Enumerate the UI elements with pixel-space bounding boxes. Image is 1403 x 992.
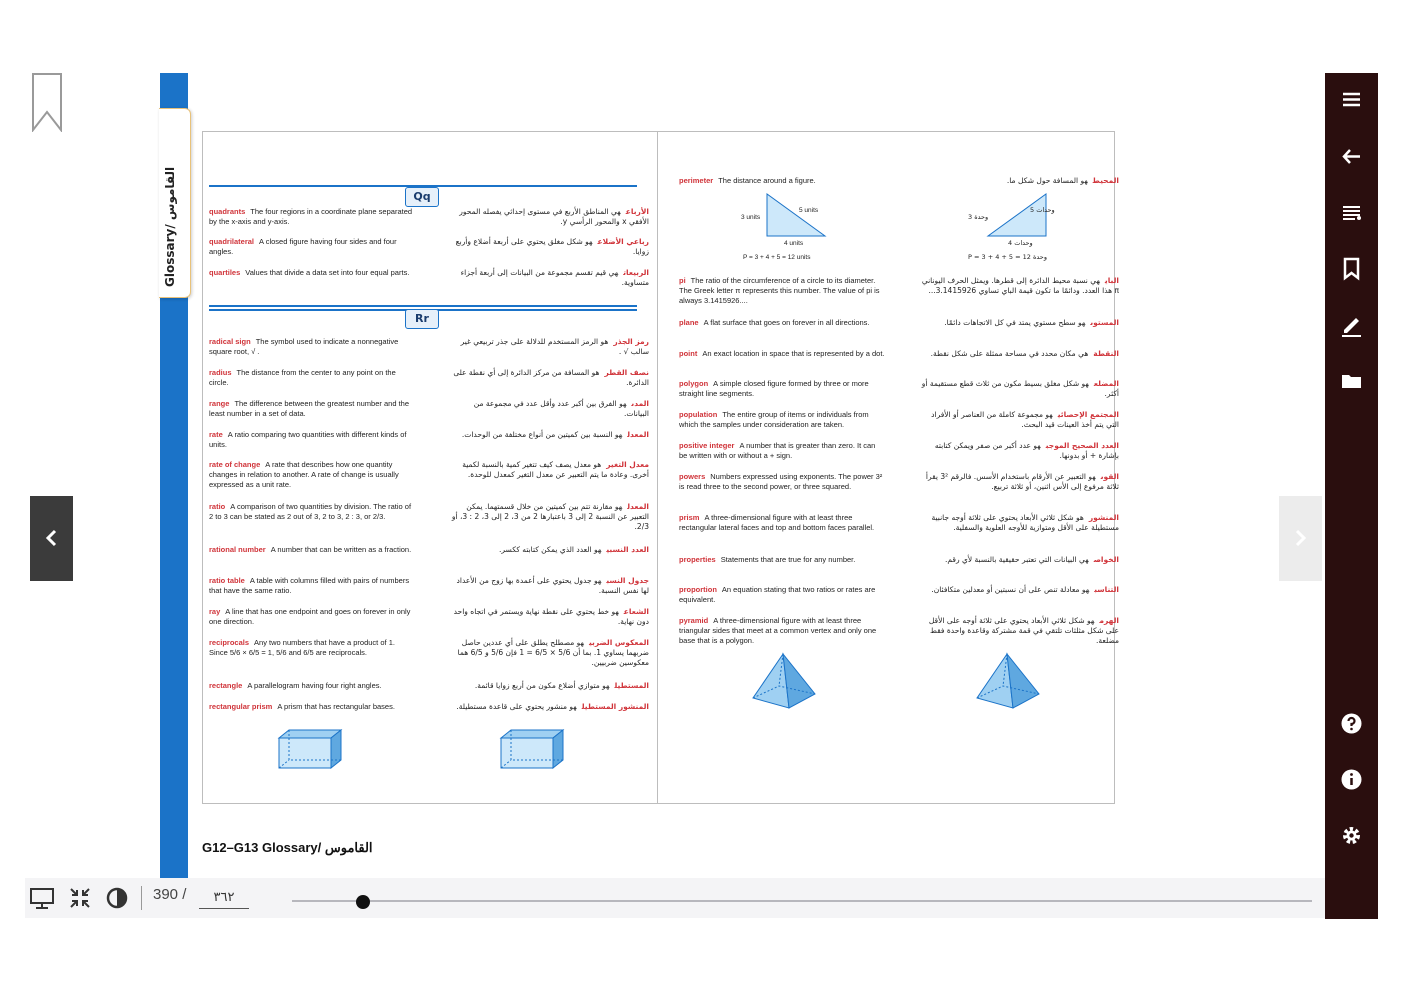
entry-arabic: [449, 268, 649, 288]
definition-arabic: هو مجموعة كاملة من العناصر أو الأفراد التي يتم أخذ العينات قيد البحث.: [931, 410, 1119, 429]
definition-arabic: هو شكل مغلق يحتوي على أربعة أضلاع وأربع زوايا.: [455, 237, 649, 256]
term-english: population: [679, 410, 718, 419]
definition-arabic: هو النسبة بين كميتين من أنواع مختلفة من الوحدات.: [461, 430, 623, 439]
side-label: 5 units: [799, 207, 819, 214]
term-english: quartiles: [209, 268, 241, 277]
glossary-entry: [679, 441, 1119, 471]
settings-icon[interactable]: [1338, 822, 1365, 849]
glossary-entry: [679, 616, 1119, 646]
entry-english: [679, 441, 885, 461]
pyramid-figure-en: [749, 652, 819, 712]
term-arabic: المعكوس الضربي: [589, 638, 649, 647]
definition-english: The four regions in a coordinate plane separated by the x-axis and y-axis.: [209, 207, 413, 226]
entry-arabic: [449, 502, 649, 532]
side-label: 3 units: [741, 214, 761, 221]
term-arabic: المعدل: [627, 430, 649, 439]
definition-english: A prism that has rectangular bases.: [277, 702, 395, 711]
glossary-entry: [209, 607, 649, 637]
term-english: ray: [209, 607, 221, 616]
glossary-entry: [209, 268, 649, 298]
definition-english: A line that has one endpoint and goes on forever in only one direction.: [209, 607, 411, 626]
rectangular-prism-figure-en: [277, 728, 343, 770]
definition-arabic: هي قيم تقسم مجموعة من البيانات إلى أربعة أجزاء متساوية.: [460, 268, 649, 287]
term-arabic: رمز الجذر: [613, 337, 649, 346]
entry-arabic: [449, 681, 649, 691]
definition-english: A rate that describes how one quantity changes in relation to another. A rate of change is usually expressed as a unit rate.: [209, 460, 399, 489]
menu-icon[interactable]: [1338, 86, 1365, 113]
glossary-entry: [209, 702, 649, 732]
term-arabic: المستوى: [1090, 318, 1119, 327]
glossary-entry: [209, 399, 649, 429]
perimeter-formula: P = 3 + 4 + 5 = 12 units: [743, 254, 811, 261]
entry-arabic: [919, 555, 1119, 565]
definition-arabic: هو المسافة من مركز الدائرة إلى أي نقطة على الدائرة.: [453, 368, 649, 387]
entry-arabic: [449, 207, 649, 227]
entry-english: [209, 576, 415, 596]
term-english: perimeter: [679, 176, 714, 185]
definition-arabic: هو شكل ثلاثي الأبعاد يحتوي على ثلاثة أوجه جانبية مستطيلة على الأقل ومتوازية للأوجه العلوية والسفلية.: [931, 513, 1119, 532]
term-arabic: المضلع: [1093, 379, 1119, 388]
definition-english: The ratio of the circumference of a circle to its diameter. The Greek letter π represents this number. The value of pi is always 3.1415926....: [679, 276, 880, 305]
term-english: polygon: [679, 379, 709, 388]
pyramid-figure-ar: [973, 652, 1043, 712]
definition-arabic: هو التعبير عن الأرقام باستخدام الأسس. فالرقم 3² يقرأ ثلاثة مرفوع إلى الأس اثنين، أو ثلاثة تربيع.: [925, 472, 1119, 491]
term-arabic: النقطة: [1093, 349, 1119, 358]
term-arabic: رباعي الأضلاع: [597, 237, 649, 246]
page-number-input[interactable]: [199, 887, 249, 909]
entry-arabic: [919, 585, 1119, 595]
definition-english: A comparison of two quantities by division. The ratio of 2 to 3 can be stated as 2 out of 3, 2 to 3, 2 : 3, or 2/3.: [209, 502, 412, 521]
term-arabic: معدل التغير: [606, 460, 649, 469]
entry-arabic: [919, 616, 1119, 646]
definition-english: Any two numbers that have a product of 1. Since 5/6 × 6/5 = 1, 5/6 and 6/5 are reciprocals.: [209, 638, 395, 657]
definition-arabic: هو معدل يصف كيف تتغير كمية بالنسبة لكمية أخرى. وعادة ما يتم التعبير عن معدل التغير كمعدل للوحدة.: [462, 460, 649, 479]
entry-english: [679, 276, 885, 306]
chevron-right-icon: [1279, 496, 1322, 581]
term-english: rectangle: [209, 681, 243, 690]
next-page-button[interactable]: [1279, 496, 1322, 581]
entry-english: [209, 237, 415, 257]
term-english: prism: [679, 513, 700, 522]
term-english: range: [209, 399, 230, 408]
book-spread: [202, 131, 1119, 804]
definition-arabic: هو عدد أكبر من صفر ويمكن كتابته بإشارة + أو بدونها.: [934, 441, 1119, 460]
definition-arabic: هو مقارنة تتم بين كميتين من خلال قسمتهما. يمكن التعبير عن النسبة 2 إلى 3 باعتبارها 2 من 3، 2 إلى 3، 2 : 3، أو 2/3.: [451, 502, 649, 531]
glossary-entry: [209, 576, 649, 606]
entry-arabic: [449, 460, 649, 480]
definition-arabic: هي المناطق الأربع في مستوى إحداثي يفصله المحور الأفقي x والمحور الرأسي y.: [459, 207, 649, 226]
term-arabic: التناسب: [1094, 585, 1119, 594]
term-arabic: المنشور المستطيل: [581, 702, 649, 711]
definition-english: The distance from the center to any point on the circle.: [209, 368, 396, 387]
glossary-entry: [209, 207, 649, 237]
definition-english: Values that divide a data set into four equal parts.: [245, 268, 410, 277]
side-label: وحدات 4: [1008, 239, 1033, 247]
entry-arabic: [449, 702, 649, 712]
term-arabic: الأرباع: [625, 207, 649, 216]
glossary-entry: [679, 318, 1119, 348]
section-divider: [209, 305, 637, 307]
glossary-entry: [209, 368, 649, 398]
entry-english: [209, 399, 415, 419]
list-icon[interactable]: [1338, 199, 1365, 226]
glossary-entry: [209, 237, 649, 267]
definition-english: A simple closed figure formed by three or more straight line segments.: [679, 379, 869, 398]
entry-english: [679, 513, 885, 533]
entry-arabic: [449, 399, 649, 419]
term-arabic: الربيعات: [623, 268, 649, 277]
glossary-entry: [679, 555, 1119, 585]
side-label: وحدات 5: [1030, 206, 1055, 214]
entry-english: [209, 430, 415, 450]
toolbar-divider: [141, 886, 142, 910]
definition-arabic: هي مكان محدد في مساحة ممثلة على شكل نقطة.: [930, 349, 1089, 358]
entry-arabic: [449, 430, 649, 440]
entry-english: [679, 585, 885, 605]
entry-arabic: [919, 513, 1119, 533]
previous-page-button[interactable]: [30, 496, 73, 581]
term-english: rate: [209, 430, 223, 439]
term-english: plane: [679, 318, 699, 327]
entry-english: [679, 349, 885, 359]
term-english: rate of change: [209, 460, 261, 469]
definition-english: A parallelogram having four right angles.: [247, 681, 382, 690]
definition-arabic: هو شكل ثلاثي الأبعاد يحتوي على ثلاثة أوجه على الأقل على شكل مثلثات تلتقي في قمة مشتركة وقاعدة واحدة فقط مضلعة.: [928, 616, 1119, 645]
term-arabic: العدد النسبي: [606, 545, 649, 554]
folder-icon[interactable]: [1338, 367, 1365, 394]
bottom-toolbar: [25, 878, 1325, 918]
entry-english: [209, 337, 415, 357]
definition-english: A flat surface that goes on forever in all directions.: [703, 318, 870, 327]
definition-english: A number that can be written as a fraction.: [270, 545, 412, 554]
term-arabic: القوى: [1100, 472, 1119, 481]
entry-arabic: [919, 176, 1119, 186]
term-english: ratio: [209, 502, 226, 511]
definition-english: An equation stating that two ratios or rates are equivalent.: [679, 585, 876, 604]
term-english: radical sign: [209, 337, 251, 346]
page-footer-label: G12–G13 Glossary/ القاموس: [202, 840, 373, 855]
definition-arabic: هو العدد الذي يمكن كتابته ككسر.: [498, 545, 602, 554]
term-arabic: الخواص: [1093, 555, 1119, 564]
entry-arabic: [449, 607, 649, 627]
entry-english: [679, 176, 885, 186]
entry-arabic: [919, 410, 1119, 430]
entry-arabic: [449, 368, 649, 388]
bookmark-outline-icon[interactable]: [30, 72, 64, 132]
term-english: proportion: [679, 585, 717, 594]
definition-english: A closed figure having four sides and four angles.: [209, 237, 397, 256]
term-arabic: المعدل: [627, 502, 649, 511]
glossary-entry: [209, 638, 649, 668]
term-arabic: نصف القطر: [604, 368, 649, 377]
term-english: ratio table: [209, 576, 245, 585]
side-label: وحدة 3: [968, 213, 989, 221]
term-english: quadrilateral: [209, 237, 255, 246]
entry-arabic: [449, 237, 649, 257]
entry-arabic: [919, 349, 1119, 359]
term-arabic: المدى: [631, 399, 649, 408]
side-label: 4 units: [784, 240, 804, 247]
glossary-entry: [679, 276, 1119, 306]
term-english: reciprocals: [209, 638, 250, 647]
entry-english: [679, 472, 885, 492]
glossary-entry: [209, 460, 649, 490]
term-arabic: الباي: [1104, 276, 1119, 285]
glossary-entry: [679, 513, 1119, 543]
pen-icon[interactable]: [1338, 311, 1365, 338]
definition-english: A number that is greater than zero. It can be written with or without a + sign.: [679, 441, 876, 460]
glossary-entry: [209, 430, 649, 460]
definition-arabic: هو سطح مستوي يمتد في كل الاتجاهات دائمًا.: [944, 318, 1086, 327]
definition-english: The symbol used to indicate a nonnegative square root, √ .: [209, 337, 399, 356]
term-english: rational number: [209, 545, 266, 554]
term-english: point: [679, 349, 698, 358]
term-english: positive integer: [679, 441, 735, 450]
definition-english: A ratio comparing two quantities with different kinds of units.: [209, 430, 407, 449]
entry-english: [209, 502, 415, 522]
term-arabic: المجتمع الإحصائي: [1057, 410, 1119, 419]
entry-english: [209, 368, 415, 388]
entry-english: [209, 207, 415, 227]
bookmark-icon[interactable]: [1338, 255, 1365, 282]
definition-arabic: هو معادلة تنص على أن نسبتين أو معدلين متكافئان.: [931, 585, 1090, 594]
definition-arabic: هو الفرق بين أكبر عدد وأقل عدد في مجموعة من البيانات.: [473, 399, 649, 418]
glossary-tab-label: Glossary/ القاموس: [163, 166, 177, 287]
help-icon[interactable]: [1338, 710, 1365, 737]
definition-arabic: هي نسبة محيط الدائرة إلى قطرها. ويمثل الحرف اليوناني π هذا العدد. ودائمًا ما تكون قيمة الباي تساوي 3.1415926...: [921, 276, 1119, 295]
entry-english: [209, 545, 415, 555]
entry-arabic: [919, 276, 1119, 296]
term-english: properties: [679, 555, 716, 564]
term-english: powers: [679, 472, 706, 481]
glossary-entry: [679, 176, 1119, 206]
glossary-entry: [679, 585, 1119, 615]
entry-english: [209, 268, 415, 278]
entry-english: [679, 410, 885, 430]
term-arabic: العدد الصحيح الموجب: [1045, 441, 1119, 450]
term-english: pi: [679, 276, 686, 285]
definition-english: The difference between the greatest number and the least number in a set of data.: [209, 399, 409, 418]
definition-english: A three-dimensional figure with at least three triangular sides that meet at a common vertex and only one base that is a polygon.: [679, 616, 877, 645]
entry-arabic: [449, 337, 649, 357]
right-page: [659, 132, 1119, 803]
entry-arabic: [449, 545, 649, 555]
term-arabic: جدول النسب: [606, 576, 649, 585]
section-letter-q: Qq: [405, 187, 439, 207]
definition-arabic: هو متوازي أضلاع مكون من أربع زوايا قائمة.: [474, 681, 610, 690]
entry-english: [209, 607, 415, 627]
definition-arabic: هو الرمز المستخدم للدلالة على جذر تربيعي غير سالب √ .: [460, 337, 649, 356]
entry-english: [679, 555, 885, 565]
collapse-icon[interactable]: [67, 886, 93, 910]
entry-arabic: [449, 576, 649, 596]
monitor-icon[interactable]: [29, 886, 55, 910]
term-arabic: المحيط: [1092, 176, 1119, 185]
entry-arabic: [919, 441, 1119, 461]
definition-english: Numbers expressed using exponents. The power 3² is read three to the second power, or three squared.: [679, 472, 883, 491]
definition-arabic: هي البيانات التي تعتبر حقيقية بالنسبة لأي رقم.: [945, 555, 1089, 564]
term-arabic: الشعاع: [623, 607, 649, 616]
entry-english: [209, 702, 415, 712]
term-english: radius: [209, 368, 232, 377]
left-page: [203, 132, 658, 803]
definition-english: An exact location in space that is represented by a dot.: [702, 349, 885, 358]
section-letter-r: Rr: [405, 309, 439, 329]
entry-english: [209, 638, 415, 658]
definition-arabic: هو المسافة حول شكل ما.: [1006, 176, 1088, 185]
definition-english: A table with columns filled with pairs of numbers that have the same ratio.: [209, 576, 410, 595]
info-icon[interactable]: [1338, 766, 1365, 793]
glossary-entry: [679, 410, 1119, 440]
entry-english: [679, 318, 885, 328]
page-slider-knob[interactable]: [356, 895, 370, 909]
chevron-left-icon: [30, 496, 73, 581]
entry-english: [209, 460, 415, 490]
perimeter-formula: P = 3 + 4 + 5 = 12 وحدة: [968, 253, 1047, 261]
definition-english: Statements that are true for any number.: [720, 555, 856, 564]
entry-english: [679, 379, 885, 399]
term-english: rectangular prism: [209, 702, 273, 711]
glossary-tab[interactable]: [159, 108, 191, 298]
glossary-entry: [679, 349, 1119, 379]
entry-arabic: [919, 379, 1119, 399]
entry-arabic: [919, 472, 1119, 492]
entry-english: [679, 616, 885, 646]
glossary-entry: [209, 545, 649, 575]
glossary-entry: [209, 337, 649, 367]
contrast-icon[interactable]: [104, 886, 130, 910]
term-arabic: الهرم: [1099, 616, 1119, 625]
definition-arabic: هو خط يحتوي على نقطة نهاية ويستمر في اتجاه واحد دون نهاية.: [453, 607, 649, 626]
definition-arabic: هو منشور يحتوي على قاعدة مستطيلة.: [456, 702, 577, 711]
glossary-entry: [679, 472, 1119, 502]
glossary-entry: [209, 502, 649, 532]
term-english: quadrants: [209, 207, 246, 216]
definition-english: The entire group of items or individuals from which the samples under consideration are taken.: [679, 410, 869, 429]
definition-arabic: هو جدول يحتوي على أعمدة بها زوج من الأعداد لها نفس النسبة.: [456, 576, 649, 595]
entry-english: [209, 681, 415, 691]
term-arabic: المستطيل: [614, 681, 649, 690]
entry-arabic: [919, 318, 1119, 328]
entry-arabic: [449, 638, 649, 668]
definition-arabic: هو شكل مغلق بسيط مكون من ثلاث قطع مستقيمة أو أكثر.: [921, 379, 1119, 398]
page-total: 390 /: [153, 886, 187, 903]
definition-english: The distance around a figure.: [718, 176, 816, 185]
page-slider-track[interactable]: [292, 900, 1312, 902]
term-english: pyramid: [679, 616, 709, 625]
back-arrow-icon[interactable]: [1338, 143, 1365, 170]
right-sidebar: [1325, 73, 1378, 919]
rectangular-prism-figure-ar: [499, 728, 565, 770]
definition-arabic: هو مصطلح يطلق على أي عددين حاصل ضربهما يساوي 1. بما أن 5/6 × 6/5 = 1 فإن 5/6 و 6/5 هما معكوسين ضربيين.: [457, 638, 649, 667]
term-arabic: المنشور: [1088, 513, 1119, 522]
glossary-entry: [679, 379, 1119, 409]
definition-english: A three-dimensional figure with at least three rectangular lateral faces and top and bottom faces parallel.: [679, 513, 875, 532]
